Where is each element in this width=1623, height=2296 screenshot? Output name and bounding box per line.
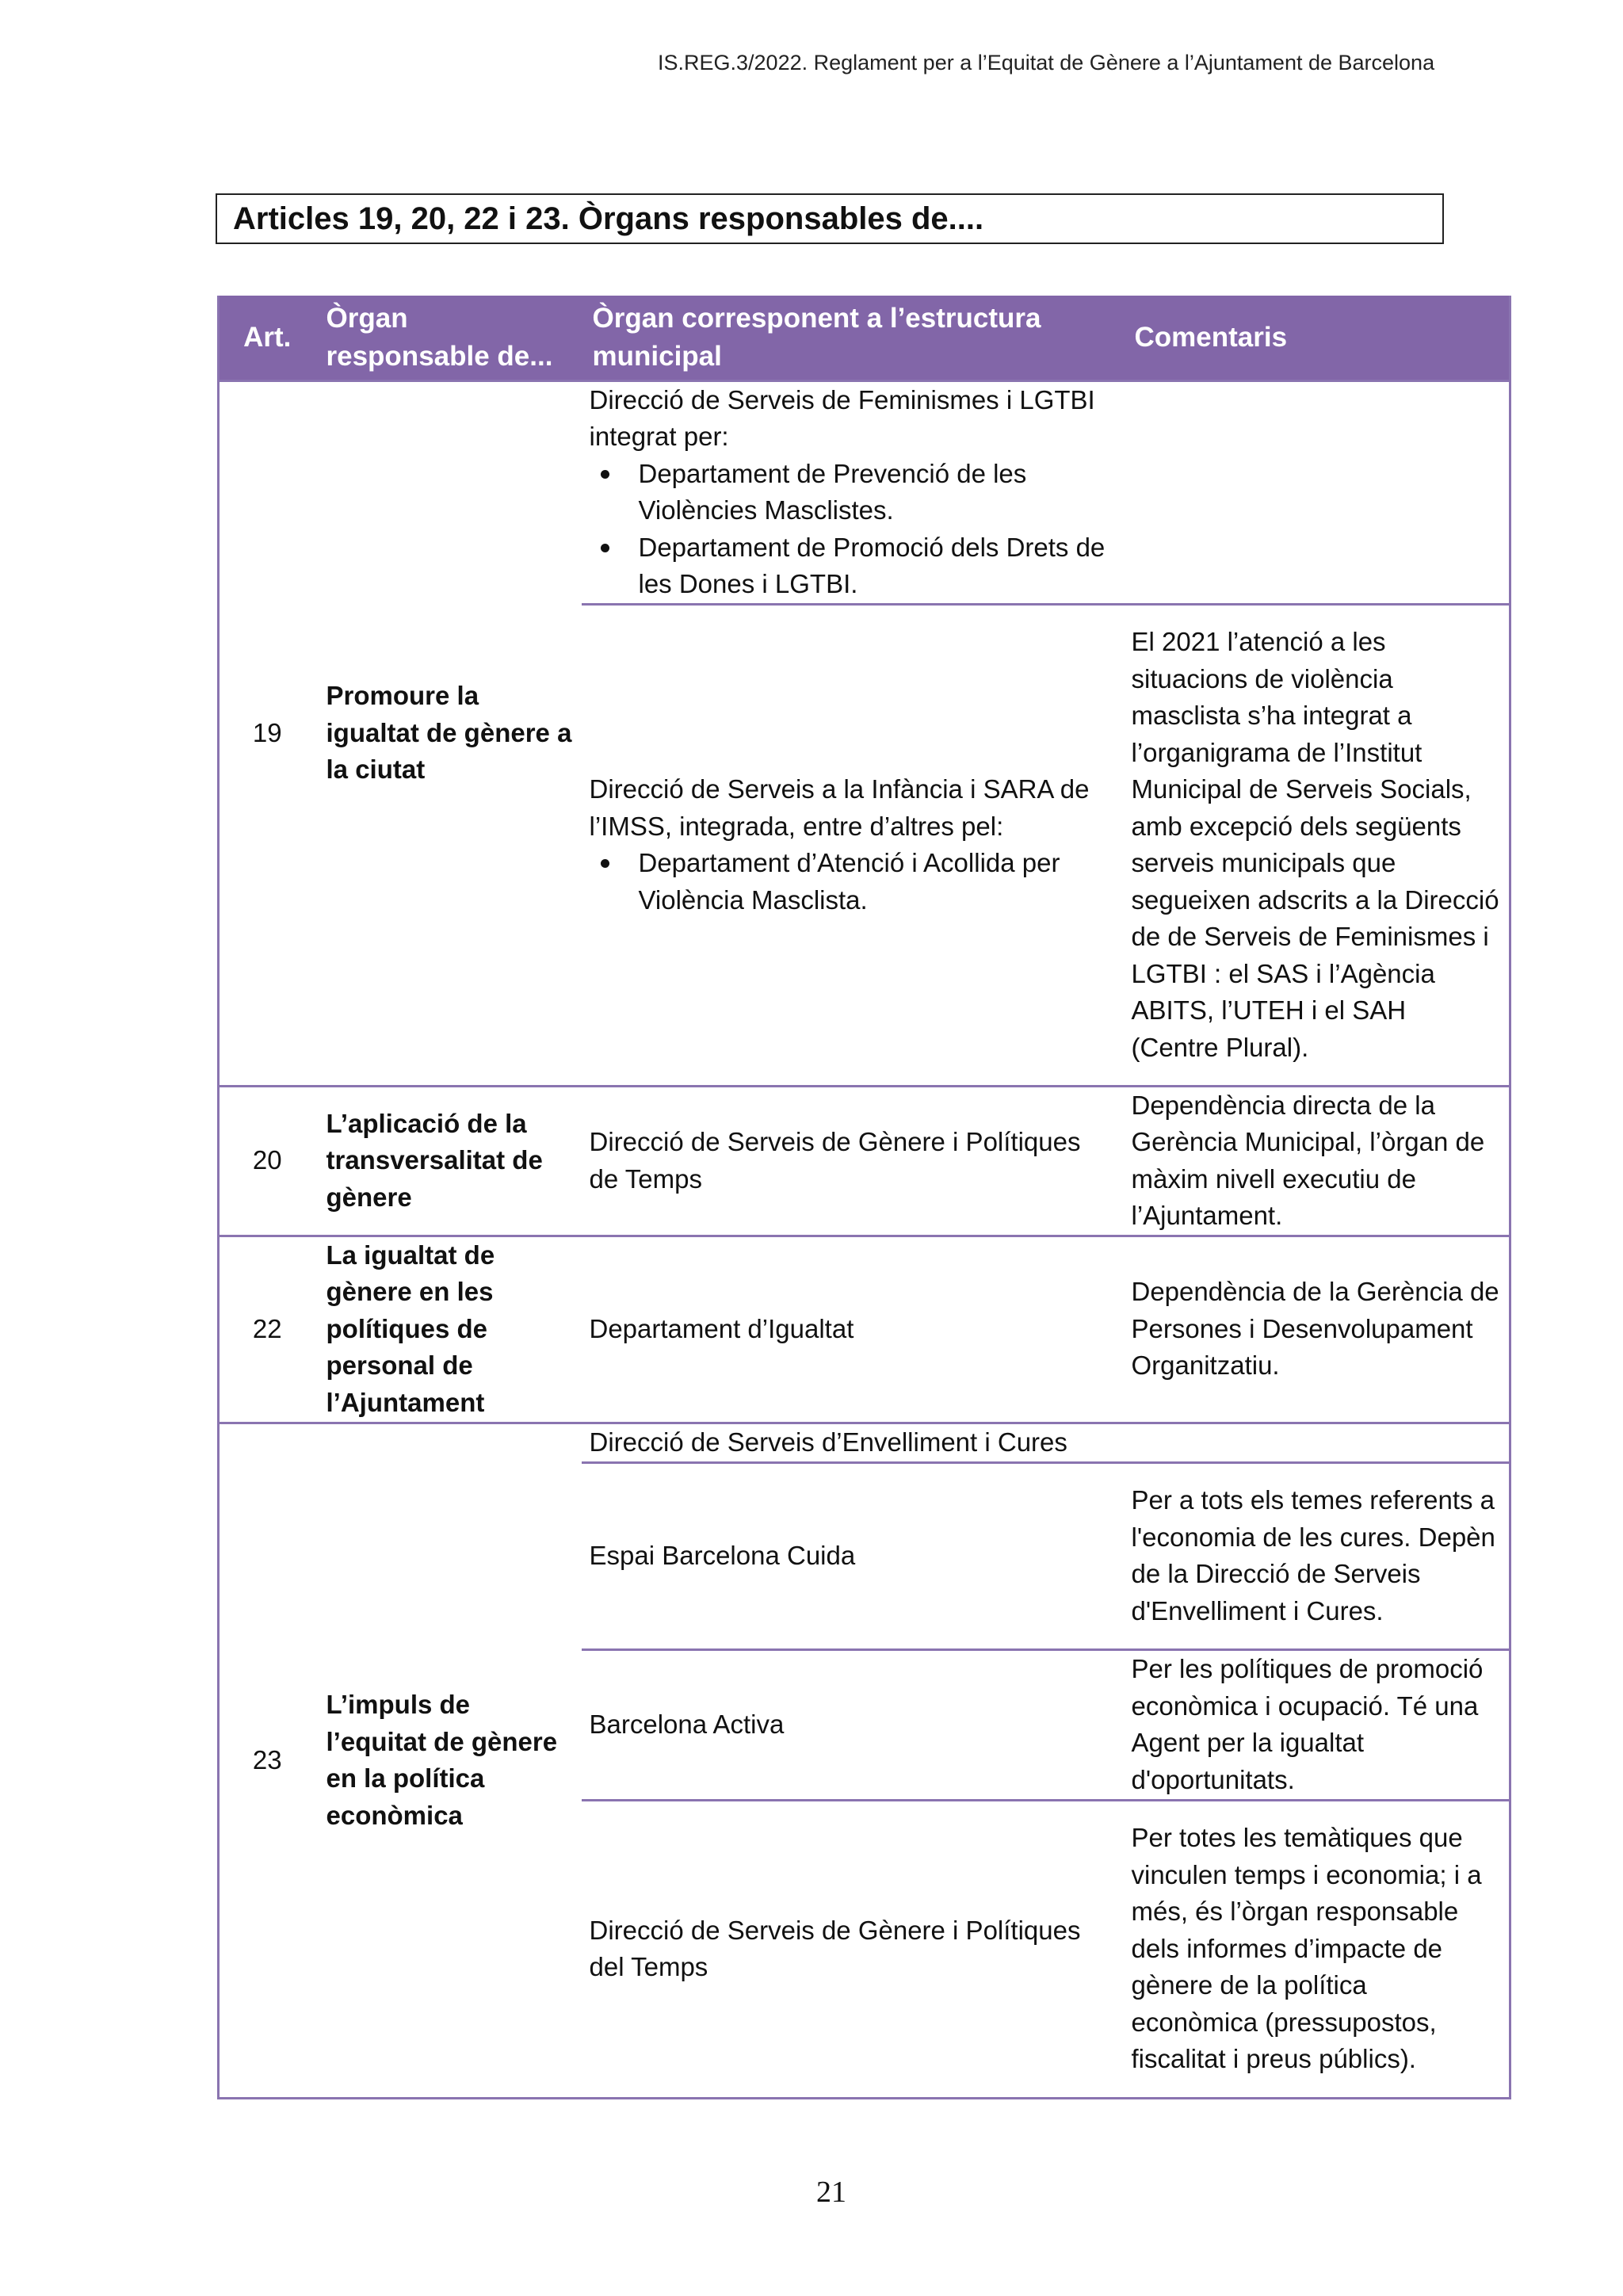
table-row [219, 1236, 1510, 1423]
article-number: 23 [219, 1423, 315, 2098]
municipal-organ-cell [582, 1423, 1124, 1462]
article-number: 19 [219, 380, 315, 1086]
responsible-organ: L’impuls de l’equitat de gènere en la política econòmica [315, 1423, 582, 2098]
page-number: 21 [816, 2176, 846, 2209]
list-item: Departament de Prevenció de les Violències Masclistes. [590, 456, 1114, 529]
responsible-organ: La igualtat de gènere en les polítiques de personal de l’Ajuntament [315, 1236, 582, 1423]
list-item: Departament de Promoció dels Drets de les Dones i LGTBI. [590, 529, 1114, 603]
municipal-organ: Espai Barcelona Cuida [589, 1540, 856, 1570]
municipal-organ-cell [582, 1649, 1124, 1800]
comment-cell [1124, 380, 1510, 604]
municipal-organ-cell [582, 380, 1124, 604]
running-header: IS.REG.3/2022. Reglament per a l’Equitat de Gènere a l’Ajuntament de Barcelona [658, 51, 1435, 74]
table-body [219, 380, 1510, 2098]
list-item: Departament d’Atenció i Acollida per Violència Masclista. [590, 845, 1114, 919]
header-municipal: Òrgan corresponent a l’estructura municipal [582, 296, 1124, 380]
municipal-organ-cell [582, 1800, 1124, 2098]
comment-cell: Per a tots els temes referents a l'economia de les cures. Depèn de la Direcció de Serveis d'Envelliment i Cures. [1124, 1462, 1510, 1649]
municipal-organ: Departament d’Igualtat [589, 1313, 854, 1343]
responsible-organ: Promoure la igualtat de gènere a la ciutat [315, 380, 582, 1086]
table-row [219, 1086, 1510, 1236]
header-organ: Òrgan responsable de... [315, 296, 582, 380]
municipal-organ: Direcció de Serveis d’Envelliment i Cures [589, 1427, 1067, 1457]
municipal-organ-cell [582, 1236, 1124, 1423]
municipal-organ: Direcció de Serveis de Gènere i Polítiques del Temps [589, 1915, 1081, 1981]
municipal-organ-cell [582, 1086, 1124, 1236]
table-header-row [219, 296, 1510, 380]
organs-table [217, 296, 1511, 2099]
comment-cell: El 2021 l’atenció a les situacions de violència masclista s’ha integrat a l’organigrama de l’Institut Municipal de Serveis Socials, amb excepció dels següents serveis municipals que segueixen adscrits a la Direcció de de Serveis de Feminismes i LGTBI : el SAS i l’Agència ABITS, l’UTEH i el SAH (Centre Plural). [1124, 604, 1510, 1086]
municipal-organ: Direcció de Serveis de Feminismes i LGTBI integrat per: [589, 384, 1095, 451]
department-list [590, 845, 1114, 919]
article-number: 20 [219, 1086, 315, 1236]
comment-cell: Dependència directa de la Gerència Municipal, l’òrgan de màxim nivell executiu de l’Ajuntament. [1124, 1086, 1510, 1236]
section-title: Articles 19, 20, 22 i 23. Òrgans responsables de.... [216, 193, 1444, 244]
comment-cell [1124, 1423, 1510, 1462]
municipal-organ-cell [582, 604, 1124, 1086]
municipal-organ: Direcció de Serveis a la Infància i SARA de l’IMSS, integrada, entre d’altres pel: [589, 774, 1090, 841]
header-comments: Comentaris [1124, 296, 1510, 380]
municipal-organ-cell [582, 1462, 1124, 1649]
header-art: Art. [219, 296, 315, 380]
comment-cell: Per totes les temàtiques que vinculen temps i economia; i a més, és l’òrgan responsable dels informes d’impacte de gènere de la política econòmica (pressupostos, fiscalitat i preus públics). [1124, 1800, 1510, 2098]
responsible-organ: L’aplicació de la transversalitat de gènere [315, 1086, 582, 1236]
comment-cell: Per les polítiques de promoció econòmica i ocupació. Té una Agent per la igualtat d'oportunitats. [1124, 1649, 1510, 1800]
municipal-organ: Barcelona Activa [589, 1709, 785, 1739]
comment-cell: Dependència de la Gerència de Persones i Desenvolupament Organitzatiu. [1124, 1236, 1510, 1423]
department-list [590, 456, 1114, 603]
table-row [219, 1423, 1510, 1462]
table-row [219, 380, 1510, 604]
municipal-organ: Direcció de Serveis de Gènere i Polítiques de Temps [589, 1127, 1081, 1194]
article-number: 22 [219, 1236, 315, 1423]
